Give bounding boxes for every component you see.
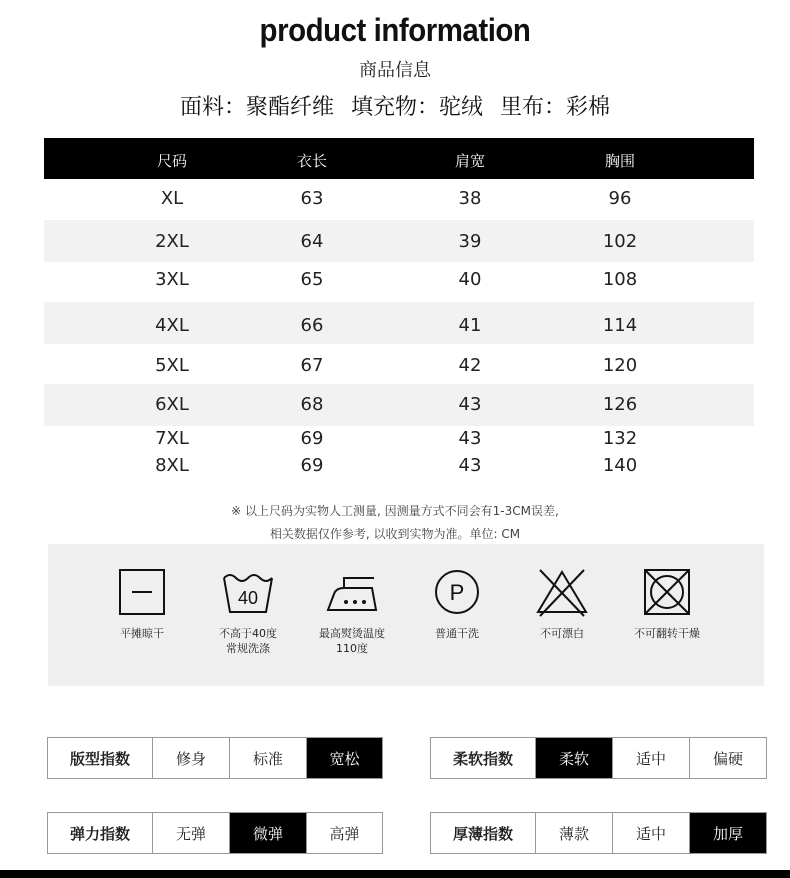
softness-index-title: 柔软指数 bbox=[452, 749, 513, 768]
length-cell: 67 bbox=[300, 355, 324, 376]
shoulder-cell: 40 bbox=[458, 269, 482, 290]
measurement-note-2: 相关数据仅作参考, 以收到实物为准。单位: CM bbox=[269, 527, 521, 541]
care-item bbox=[507, 566, 617, 641]
page-subtitle: 商品信息 bbox=[359, 60, 431, 81]
wash-40-icon bbox=[218, 566, 278, 618]
size-cell: 8XL bbox=[155, 455, 189, 476]
fit-option-slim: 修身 bbox=[152, 738, 229, 778]
chest-cell: 108 bbox=[602, 269, 638, 290]
shoulder-cell: 39 bbox=[458, 231, 482, 252]
measurement-note-1: ※ 以上尺码为实物人工测量, 因测量方式不同会有1-3CM误差, bbox=[231, 504, 559, 518]
care-label: 普通干洗 bbox=[435, 627, 479, 640]
chest-cell: 120 bbox=[602, 355, 638, 376]
care-panel bbox=[48, 544, 764, 686]
care-label: 最高熨烫温度 bbox=[319, 627, 385, 640]
shoulder-cell: 42 bbox=[458, 355, 482, 376]
header-chest: 胸围 bbox=[604, 152, 635, 170]
dry-clean-letter: P bbox=[449, 580, 465, 605]
table-row bbox=[44, 269, 754, 289]
shoulder-cell: 43 bbox=[458, 455, 482, 476]
shoulder-cell: 43 bbox=[458, 428, 482, 449]
size-cell: 7XL bbox=[155, 428, 189, 449]
wash-temp-text: 40 bbox=[237, 588, 259, 608]
thickness-option-medium: 适中 bbox=[612, 813, 689, 853]
chest-cell: 102 bbox=[602, 231, 638, 252]
length-cell: 65 bbox=[300, 269, 324, 290]
dry-flat-icon bbox=[112, 566, 172, 618]
softness-index bbox=[430, 737, 767, 779]
elasticity-option-high: 高弹 bbox=[306, 813, 382, 853]
length-cell: 69 bbox=[300, 428, 324, 449]
care-item bbox=[402, 566, 512, 641]
page-title: product information bbox=[259, 12, 531, 48]
chest-cell: 140 bbox=[602, 455, 638, 476]
elasticity-option-none: 无弹 bbox=[152, 813, 229, 853]
table-row bbox=[44, 188, 754, 208]
chest-cell: 132 bbox=[602, 428, 638, 449]
thickness-option-thin: 薄款 bbox=[535, 813, 612, 853]
fit-index-title: 版型指数 bbox=[69, 749, 130, 768]
table-row bbox=[44, 231, 754, 251]
shoulder-cell: 43 bbox=[458, 394, 482, 415]
care-item bbox=[193, 566, 303, 656]
table-row bbox=[44, 394, 754, 414]
care-item bbox=[87, 566, 197, 641]
size-cell: XL bbox=[160, 188, 184, 209]
care-label: 常规洗涤 bbox=[226, 642, 270, 655]
size-table bbox=[44, 138, 754, 476]
softness-option-hard: 偏硬 bbox=[689, 738, 766, 778]
elasticity-index-title: 弹力指数 bbox=[69, 824, 130, 843]
care-label: 不可漂白 bbox=[540, 627, 584, 640]
thickness-index-title: 厚薄指数 bbox=[452, 824, 513, 843]
size-cell: 2XL bbox=[155, 231, 189, 252]
care-label: 110度 bbox=[336, 642, 368, 655]
shoulder-cell: 38 bbox=[458, 188, 482, 209]
header-length: 衣长 bbox=[296, 152, 327, 170]
shoulder-cell: 41 bbox=[458, 315, 482, 336]
material-line: 面料：聚酯纤维 填充物：驼绒 里布：彩棉 bbox=[180, 95, 610, 120]
header-shoulder: 肩宽 bbox=[454, 152, 485, 170]
size-cell: 3XL bbox=[155, 269, 189, 290]
thickness-option-thick: 加厚 bbox=[689, 813, 766, 853]
table-row bbox=[44, 455, 754, 475]
fit-index bbox=[47, 737, 383, 779]
length-cell: 69 bbox=[300, 455, 324, 476]
softness-option-soft: 柔软 bbox=[535, 738, 612, 778]
table-row bbox=[44, 315, 754, 335]
chest-cell: 114 bbox=[602, 315, 638, 336]
iron-110-icon bbox=[322, 566, 382, 618]
care-item bbox=[612, 566, 722, 641]
table-row bbox=[44, 355, 754, 375]
fit-option-loose: 宽松 bbox=[306, 738, 382, 778]
length-cell: 63 bbox=[300, 188, 324, 209]
length-cell: 66 bbox=[300, 315, 324, 336]
length-cell: 68 bbox=[300, 394, 324, 415]
chest-cell: 126 bbox=[602, 394, 638, 415]
dry-clean-p-icon bbox=[427, 566, 487, 618]
care-item bbox=[297, 566, 407, 656]
elasticity-index bbox=[47, 812, 383, 854]
elasticity-option-slight: 微弹 bbox=[229, 813, 306, 853]
bottom-bar bbox=[0, 870, 790, 878]
care-label: 不可翻转干燥 bbox=[634, 627, 700, 640]
softness-option-medium: 适中 bbox=[612, 738, 689, 778]
size-cell: 6XL bbox=[155, 394, 189, 415]
thickness-index bbox=[430, 812, 767, 854]
size-table-header bbox=[44, 138, 754, 179]
fit-option-standard: 标准 bbox=[229, 738, 306, 778]
table-row bbox=[44, 428, 754, 448]
header-size: 尺码 bbox=[156, 152, 187, 170]
no-bleach-icon bbox=[532, 566, 592, 618]
chest-cell: 96 bbox=[608, 188, 632, 209]
size-cell: 5XL bbox=[155, 355, 189, 376]
care-label: 不高于40度 bbox=[219, 627, 277, 640]
no-tumble-dry-icon bbox=[637, 566, 697, 618]
length-cell: 64 bbox=[300, 231, 324, 252]
care-label: 平摊晾干 bbox=[120, 627, 164, 640]
size-cell: 4XL bbox=[155, 315, 189, 336]
